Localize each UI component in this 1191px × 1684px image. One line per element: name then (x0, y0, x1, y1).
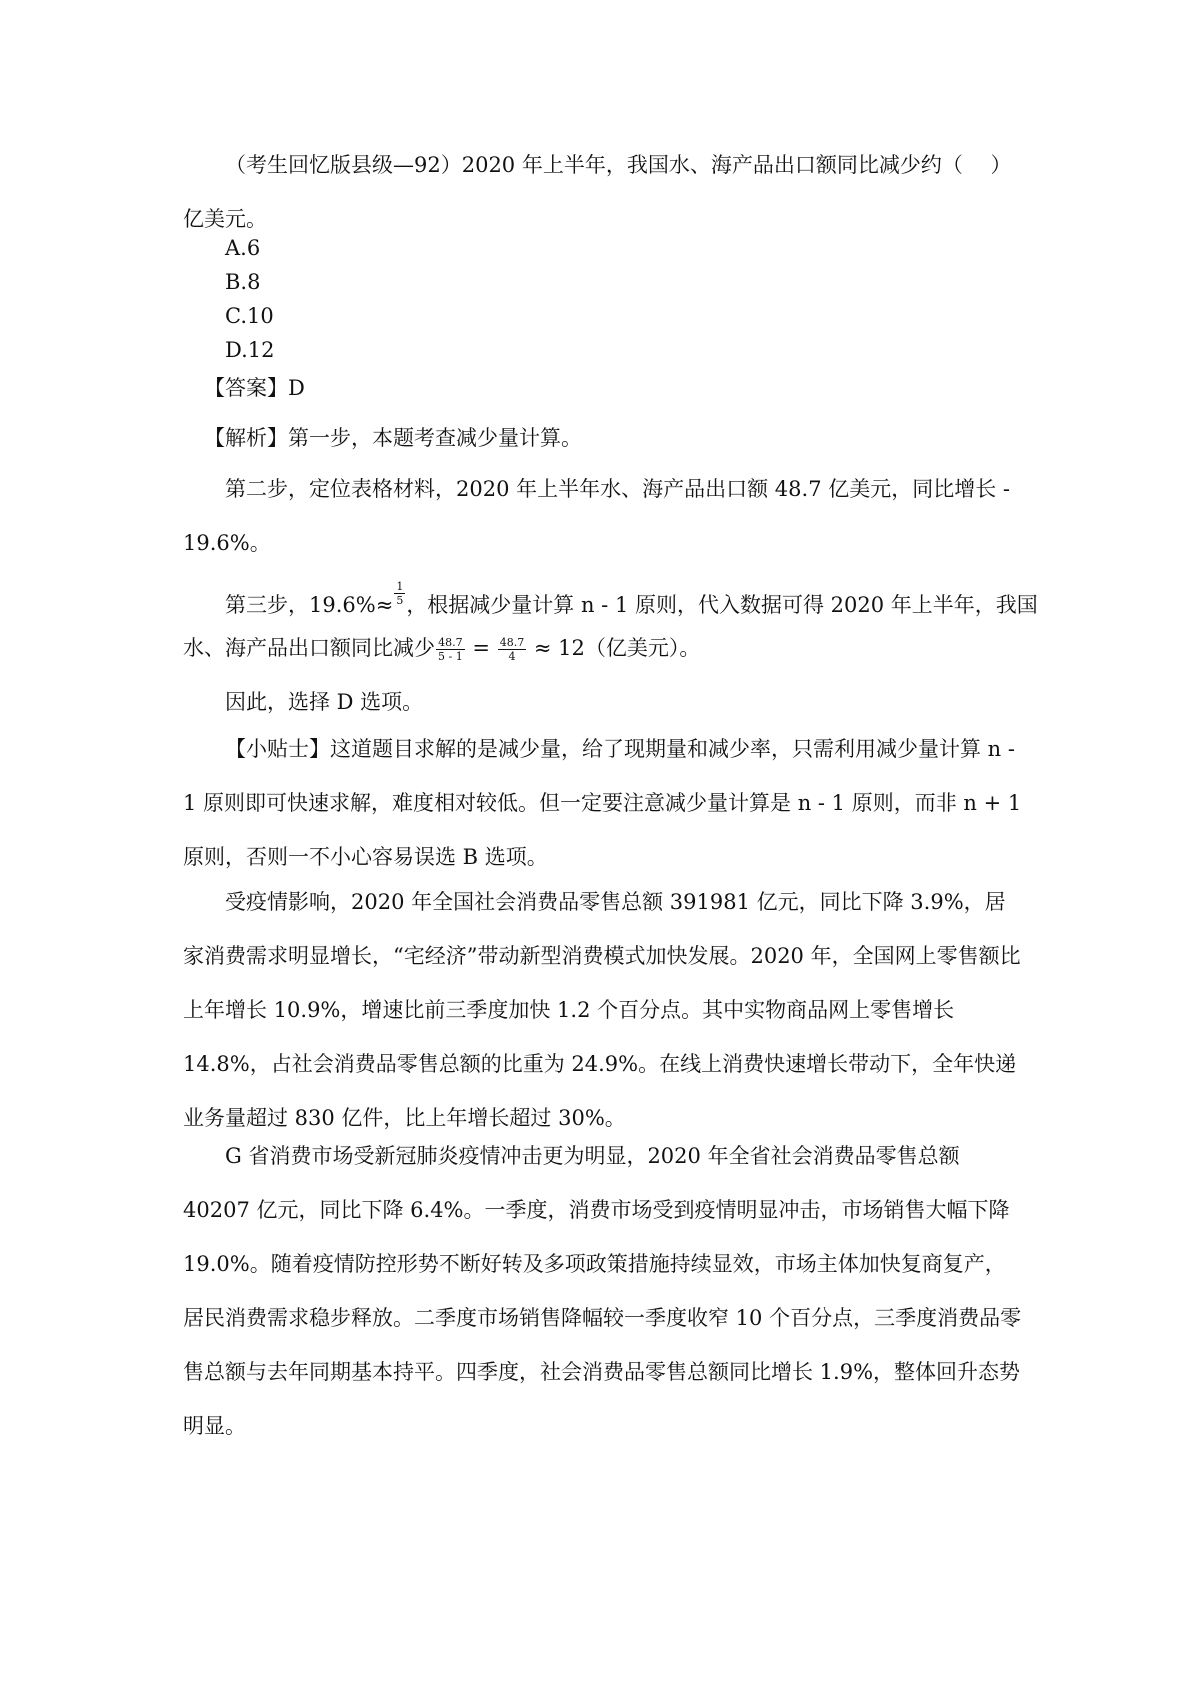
step3-text-c: 水、海产品出口额同比减少 (183, 636, 435, 660)
approx-fraction-numerator: 1 (396, 580, 404, 593)
approx-fraction (394, 580, 405, 607)
fraction-1-denominator: 5 - 1 (438, 650, 463, 663)
material-paragraph-2: G 省消费市场受新冠肺炎疫情冲击更为明显，2020 年全省社会消费品零售总额 40207 亿元，同比下降 6.4%。一季度，消费市场受到疫情明显冲击，市场销售大幅下降 19.0%。随着疫情防控形势不断好转及多项政策措施持续显效，市场主体加快复商复产，居民消费需求稳步释放。二季度市场销售降幅较一季度收窄 10 个百分点，三季度消费品零售总额与去年同期基本持平。四季度，社会消费品零售总额同比增长 1.9%，整体回升态势明显。 (183, 1144, 1022, 1438)
answer-line: 【答案】D (204, 376, 305, 400)
analysis-step2: 第二步，定位表格材料，2020 年上半年水、海产品出口额 48.7 亿美元，同比增长 - 19.6%。 (183, 477, 1010, 555)
option-d: D.12 (225, 338, 275, 362)
fraction-1-numerator: 48.7 (436, 636, 465, 650)
approx-result: ≈ 12 (533, 636, 585, 660)
fraction-2 (498, 636, 527, 663)
tip-paragraph: 【小贴士】这道题目求解的是减少量，给了现期量和减少率，只需利用减少量计算 n - 1 原则即可快速求解，难度相对较低。但一定要注意减少量计算是 n - 1 原则，而非 n + 1 原则，否则一不小心容易误选 B 选项。 (183, 737, 1022, 869)
analysis-step1: 【解析】第一步，本题考查减少量计算。 (204, 426, 582, 450)
step3-text-b: ，根据减少量计算 n - 1 原则，代入数据可得 2020 年上半年，我国 (406, 593, 1038, 617)
approx-fraction-denominator: 5 (396, 594, 404, 607)
equals-sign: = (472, 636, 491, 660)
option-b: B.8 (225, 270, 261, 294)
question-stem: （考生回忆版县级—92）2020 年上半年，我国水、海产品出口额同比减少约（ ）亿美元。 (183, 153, 1012, 231)
fraction-2-denominator: 4 (508, 650, 516, 663)
analysis-conclusion: 因此，选择 D 选项。 (225, 690, 424, 714)
fraction-1 (436, 636, 465, 663)
fraction-2-numerator: 48.7 (499, 636, 525, 649)
option-c: C.10 (225, 304, 274, 328)
step3-text-a: 第三步，19.6%≈ (225, 593, 394, 617)
analysis-step3-line1 (225, 580, 1038, 620)
analysis-step3-line2 (183, 633, 700, 663)
material-paragraph-1: 受疫情影响，2020 年全国社会消费品零售总额 391981 亿元，同比下降 3.9%，居家消费需求明显增长，“宅经济”带动新型消费模式加快发展。2020 年，全国网上零售额比上年增长 10.9%，增速比前三季度加快 1.2 个百分点。其中实物商品网上零售增长 14.8%，占社会消费品零售总额的比重为 24.9%。在线上消费快速增长带动下，全年快递业务量超过 830 亿件，比上年增长超过 30%。 (183, 890, 1021, 1130)
option-a: A.6 (225, 236, 261, 260)
step3-text-d: （亿美元）。 (584, 636, 701, 660)
